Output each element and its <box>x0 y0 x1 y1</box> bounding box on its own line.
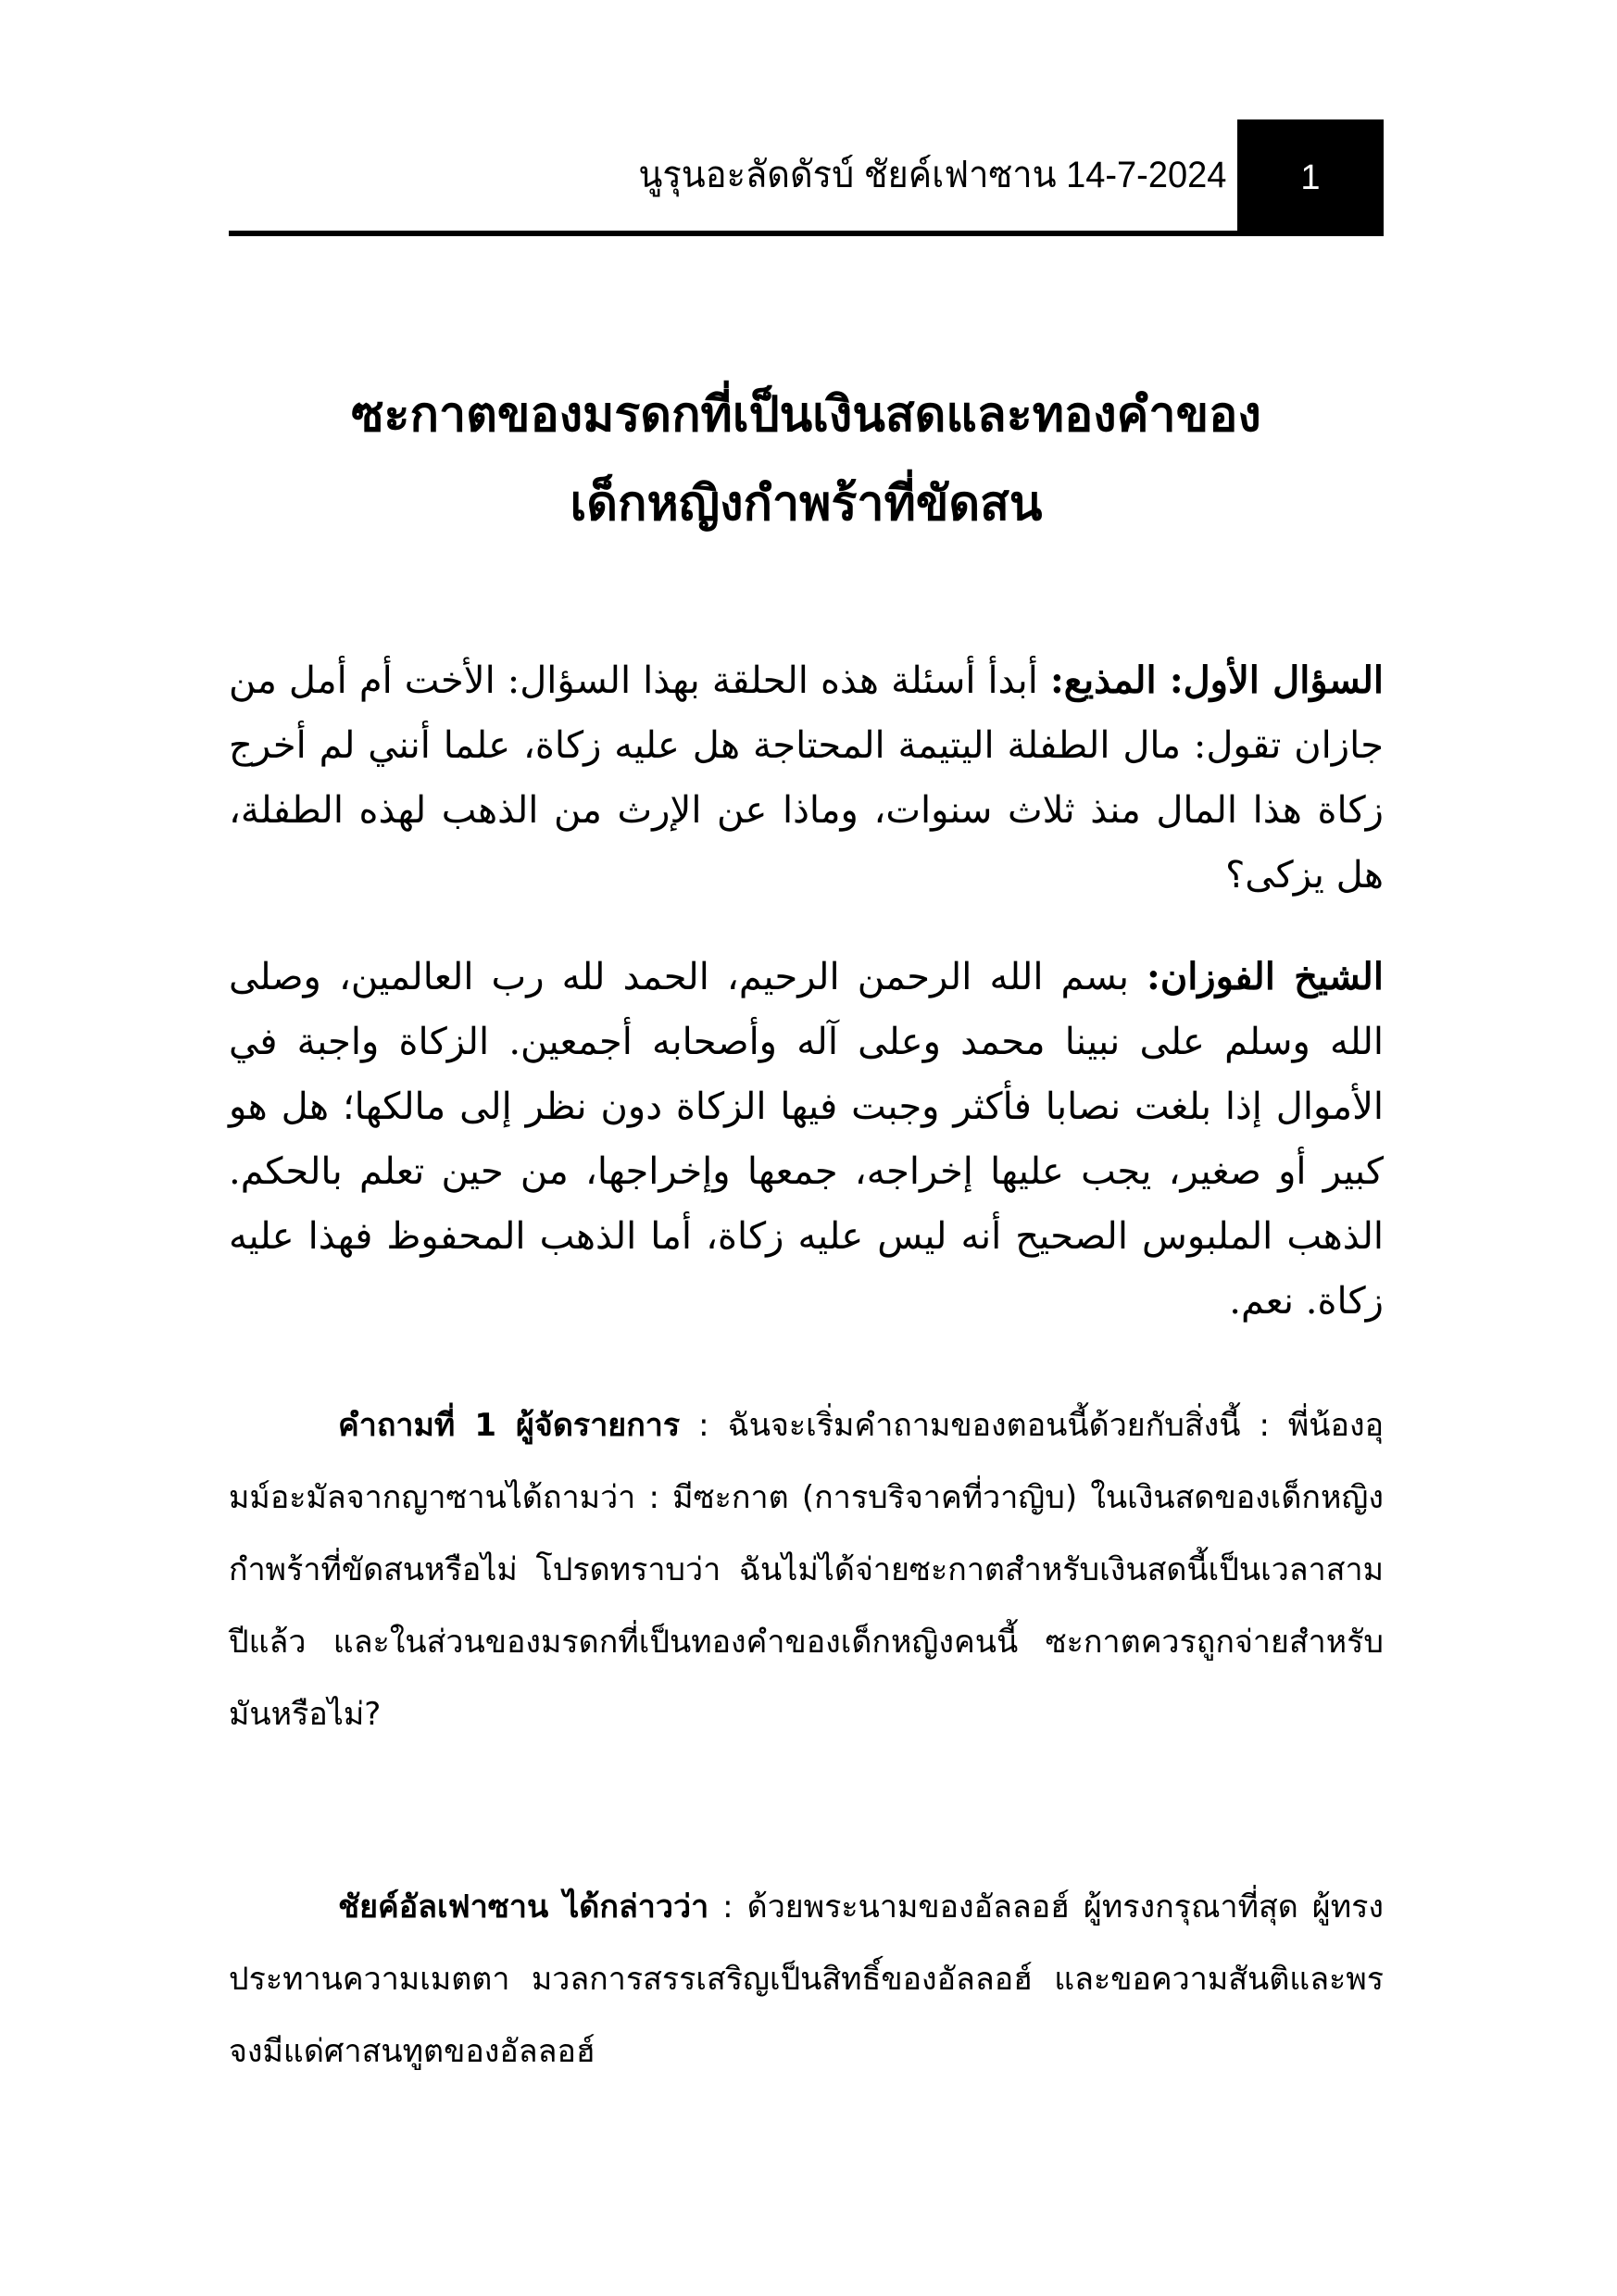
arabic-answer-paragraph <box>229 945 1384 1334</box>
page-number-box <box>1237 119 1384 236</box>
title-line-1: ซะกาตของมรดกที่เป็นเงินสดและทองคำของ <box>351 387 1261 443</box>
header-rule <box>229 231 1384 236</box>
running-header <box>229 119 1384 236</box>
arabic-question-paragraph <box>229 648 1384 908</box>
thai-question-label: คำถามที่ 1 ผู้จัดรายการ <box>338 1407 681 1444</box>
page-title <box>229 370 1384 548</box>
arabic-question-text: أبدأ أسئلة هذه الحلقة بهذا السؤال: الأخت أم أمل من جازان تقول: مال الطفلة اليتيمة المحتاجة هل عليه زكاة، علما أنني لم أخرج زكاة هذا المال منذ ثلاث سنوات، وماذا عن الإرث من الذهب لهذه الطفلة، هل يزكى؟ <box>229 659 1384 897</box>
thai-question-paragraph <box>229 1389 1384 1750</box>
arabic-question-label: السؤال الأول: المذيع: <box>1049 659 1385 702</box>
running-title: นูรุนอะลัดดัรบ์ ชัยค์เฟาซาน 14-7-2024 <box>638 155 1226 195</box>
thai-answer-text: : ด้วยพระนามของอัลลอฮ์ ผู้ทรงกรุณาที่สุด ผู้ทรงประทานความเมตตา มวลการสรรเสริญเป็นสิทธิ์ของอัลลอฮ์ และขอความสันติและพรจงมีแด่ศาสนทูตของอัลลอฮ์ <box>229 1888 1385 2070</box>
thai-answer-paragraph <box>229 1871 1384 2088</box>
page-number: 1 <box>1300 157 1321 197</box>
thai-answer-label: ชัยค์อัลเฟาซาน ได้กล่าวว่า <box>338 1888 709 1926</box>
arabic-answer-label: الشيخ الفوزان: <box>1147 955 1384 998</box>
thai-question-text: : ฉันจะเริ่มคำถามของตอนนี้ด้วยกับสิ่งนี้ : พี่น้องอุมม์อะมัลจากญาซานได้ถามว่า : มีซะกาต (การบริจาคที่วาญิบ) ในเงินสดของเด็กหญิงกำพร้าที่ขัดสนหรือไม่ โปรดทราบว่า ฉันไม่ได้จ่ายซะกาตสำหรับเงินสดนี้เป็นเวลาสามปีแล้ว และในส่วนของมรดกที่เป็นทองคำของเด็กหญิงคนนี้ ซะกาตควรถูกจ่ายสำหรับมันหรือไม่? <box>229 1407 1384 1733</box>
arabic-answer-text: بسم الله الرحمن الرحيم، الحمد لله رب العالمين، وصلى الله وسلم على نبينا محمد وعلى آله وأصحابه أجمعين. الزكاة واجبة في الأموال إذا بلغت نصابا فأكثر وجبت فيها الزكاة دون نظر إلى مالكها؛ هل هو كبير أو صغير، يجب عليها إخراجه، جمعها وإخراجها، من حين تعلم بالحكم. الذهب الملبوس الصحيح أنه ليس عليه زكاة، أما الذهب المحفوظ فهذا عليه زكاة. نعم. <box>229 956 1384 1323</box>
title-line-2: เด็กหญิงกำพร้าที่ขัดสน <box>570 476 1043 532</box>
